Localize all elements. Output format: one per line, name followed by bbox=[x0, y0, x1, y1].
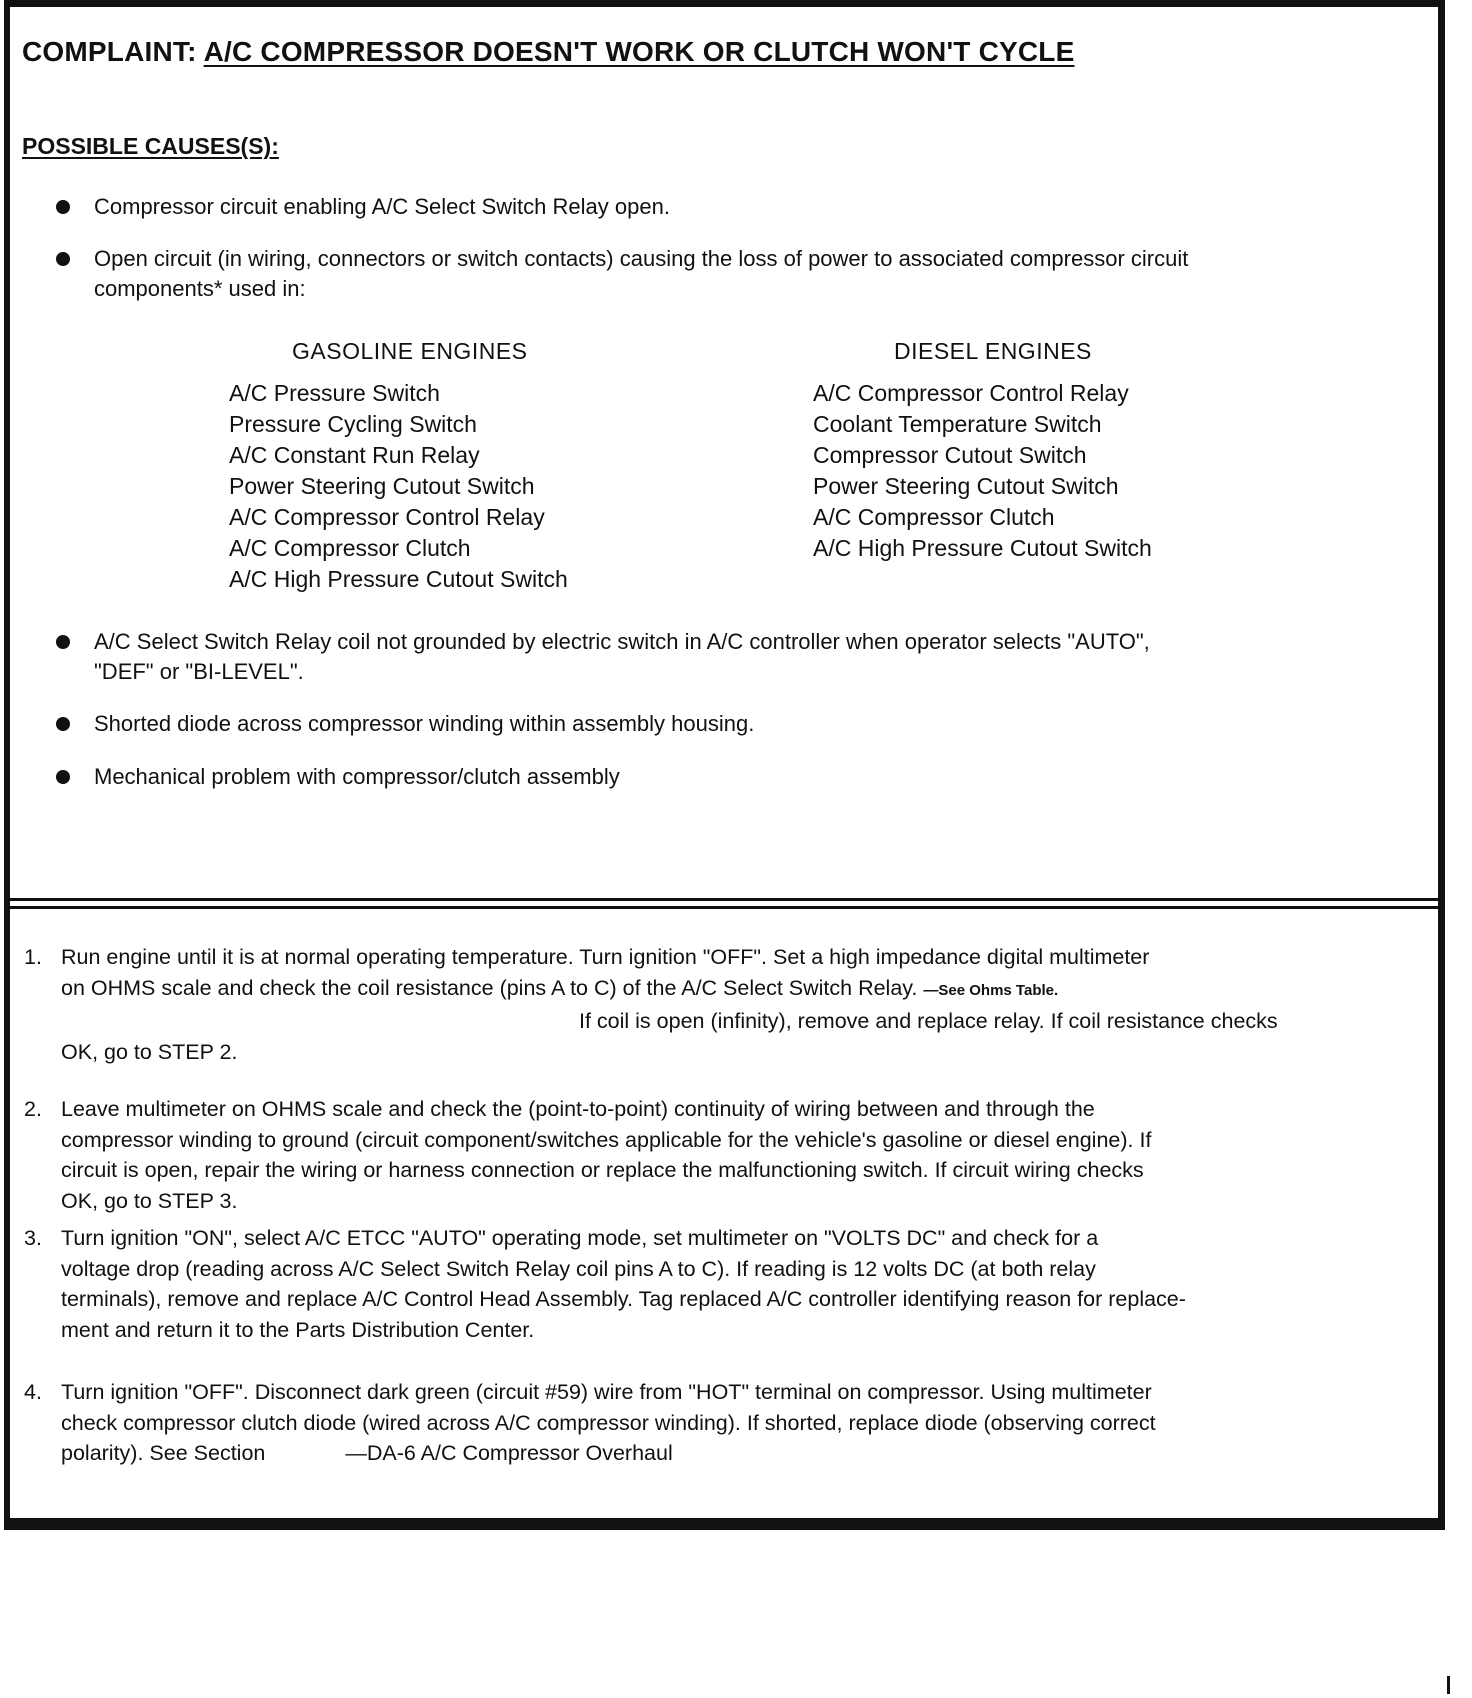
step-line: If coil is open (infinity), remove and replace relay. If coil resistance checks bbox=[579, 1009, 1278, 1033]
diesel-component-list bbox=[813, 378, 1152, 564]
possible-causes-heading: POSSIBLE CAUSES(S): bbox=[22, 133, 279, 159]
complaint-title bbox=[22, 36, 1075, 68]
step-line-text: on OHMS scale and check the coil resistance (pins A to C) of the A/C Select Switch Relay. bbox=[61, 975, 924, 1000]
bullet-icon bbox=[56, 252, 70, 266]
step-body bbox=[61, 1094, 1151, 1216]
step-line: terminals), remove and replace A/C Control Head Assembly. Tag replaced A/C controller identifying reason for replace- bbox=[61, 1287, 1186, 1311]
cause-text bbox=[94, 627, 1150, 687]
list-item: Coolant Temperature Switch bbox=[813, 411, 1102, 437]
bullet-icon bbox=[56, 717, 70, 731]
gasoline-engines-heading: GASOLINE ENGINES bbox=[292, 338, 528, 364]
step-number: 3. bbox=[24, 1226, 42, 1250]
complaint-text: A/C COMPRESSOR DOESN'T WORK OR CLUTCH WON'T CYCLE bbox=[203, 36, 1075, 67]
diesel-engines-heading: DIESEL ENGINES bbox=[894, 338, 1092, 364]
cause-text bbox=[94, 244, 1188, 304]
list-item: Pressure Cycling Switch bbox=[229, 411, 477, 437]
list-item: A/C Compressor Clutch bbox=[229, 535, 471, 561]
step-line bbox=[61, 1438, 1156, 1469]
bullet-icon bbox=[56, 770, 70, 784]
list-item: A/C Pressure Switch bbox=[229, 380, 440, 406]
step-line: circuit is open, repair the wiring or harness connection or replace the malfunctioning switch. If circuit wiring checks bbox=[61, 1158, 1144, 1182]
cause-text-line: components* used in: bbox=[94, 276, 306, 301]
section-reference: —DA-6 A/C Compressor Overhaul bbox=[345, 1441, 673, 1465]
cause-text-line: "DEF" or "BI-LEVEL". bbox=[94, 659, 304, 684]
step-line: OK, go to STEP 2. bbox=[61, 1039, 238, 1064]
step-line: compressor winding to ground (circuit component/switches applicable for the vehicle's gasoline or diesel engine). If bbox=[61, 1127, 1152, 1152]
complaint-label: COMPLAINT: bbox=[22, 36, 197, 67]
gasoline-component-list bbox=[229, 378, 568, 595]
step-line: Leave multimeter on OHMS scale and check the (point-to-point) continuity of wiring between and through the bbox=[61, 1097, 1095, 1121]
cause-text: Compressor circuit enabling A/C Select Switch Relay open. bbox=[94, 194, 670, 219]
step-line: Run engine until it is at normal operating temperature. Turn ignition "OFF". Set a high impedance digital multimeter bbox=[61, 945, 1150, 969]
step-line: check compressor clutch diode (wired across A/C compressor winding). If shorted, replace diode (observing correct bbox=[61, 1410, 1156, 1435]
cause-text-line: Open circuit (in wiring, connectors or switch contacts) causing the loss of power to associated compressor circuit bbox=[94, 246, 1189, 271]
list-item: A/C Compressor Control Relay bbox=[813, 380, 1129, 406]
list-item: Compressor Cutout Switch bbox=[813, 442, 1087, 468]
cause-text: Mechanical problem with compressor/clutch assembly bbox=[94, 764, 620, 789]
step-body bbox=[61, 942, 1278, 1067]
step-line: Turn ignition "OFF". Disconnect dark green (circuit #59) wire from "HOT" terminal on compressor. Using multimeter bbox=[61, 1380, 1152, 1404]
list-item: A/C Constant Run Relay bbox=[229, 442, 480, 468]
bullet-icon bbox=[56, 200, 70, 214]
list-item: Power Steering Cutout Switch bbox=[813, 473, 1119, 499]
bullet-icon bbox=[56, 635, 70, 649]
margin-mark bbox=[1447, 1676, 1450, 1694]
cause-text-line: A/C Select Switch Relay coil not grounded by electric switch in A/C controller when operator selects "AUTO", bbox=[94, 629, 1150, 654]
step-line bbox=[61, 973, 1278, 1007]
ohms-table-reference: —See Ohms Table. bbox=[923, 981, 1059, 999]
step-line: Turn ignition "ON", select A/C ETCC "AUTO" operating mode, set multimeter on "VOLTS DC" and check for a bbox=[61, 1226, 1099, 1250]
step-body bbox=[61, 1377, 1156, 1469]
step-line: voltage drop (reading across A/C Select Switch Relay coil pins A to C). If reading is 12 volts DC (at both relay bbox=[61, 1256, 1096, 1281]
step-line: OK, go to STEP 3. bbox=[61, 1188, 238, 1213]
list-item: A/C Compressor Control Relay bbox=[229, 504, 545, 530]
step-number: 2. bbox=[24, 1097, 42, 1121]
section-divider bbox=[10, 898, 1439, 901]
step-line-text: polarity). See Section bbox=[61, 1441, 266, 1465]
step-number: 4. bbox=[24, 1380, 42, 1404]
list-item: A/C High Pressure Cutout Switch bbox=[813, 535, 1152, 561]
step-line: ment and return it to the Parts Distribution Center. bbox=[61, 1317, 535, 1342]
cause-text: Shorted diode across compressor winding within assembly housing. bbox=[94, 711, 755, 736]
step-body bbox=[61, 1223, 1186, 1345]
section-divider bbox=[10, 906, 1439, 909]
list-item: Power Steering Cutout Switch bbox=[229, 473, 535, 499]
step-number: 1. bbox=[24, 945, 42, 969]
list-item: A/C Compressor Clutch bbox=[813, 504, 1055, 530]
list-item: A/C High Pressure Cutout Switch bbox=[229, 566, 568, 592]
